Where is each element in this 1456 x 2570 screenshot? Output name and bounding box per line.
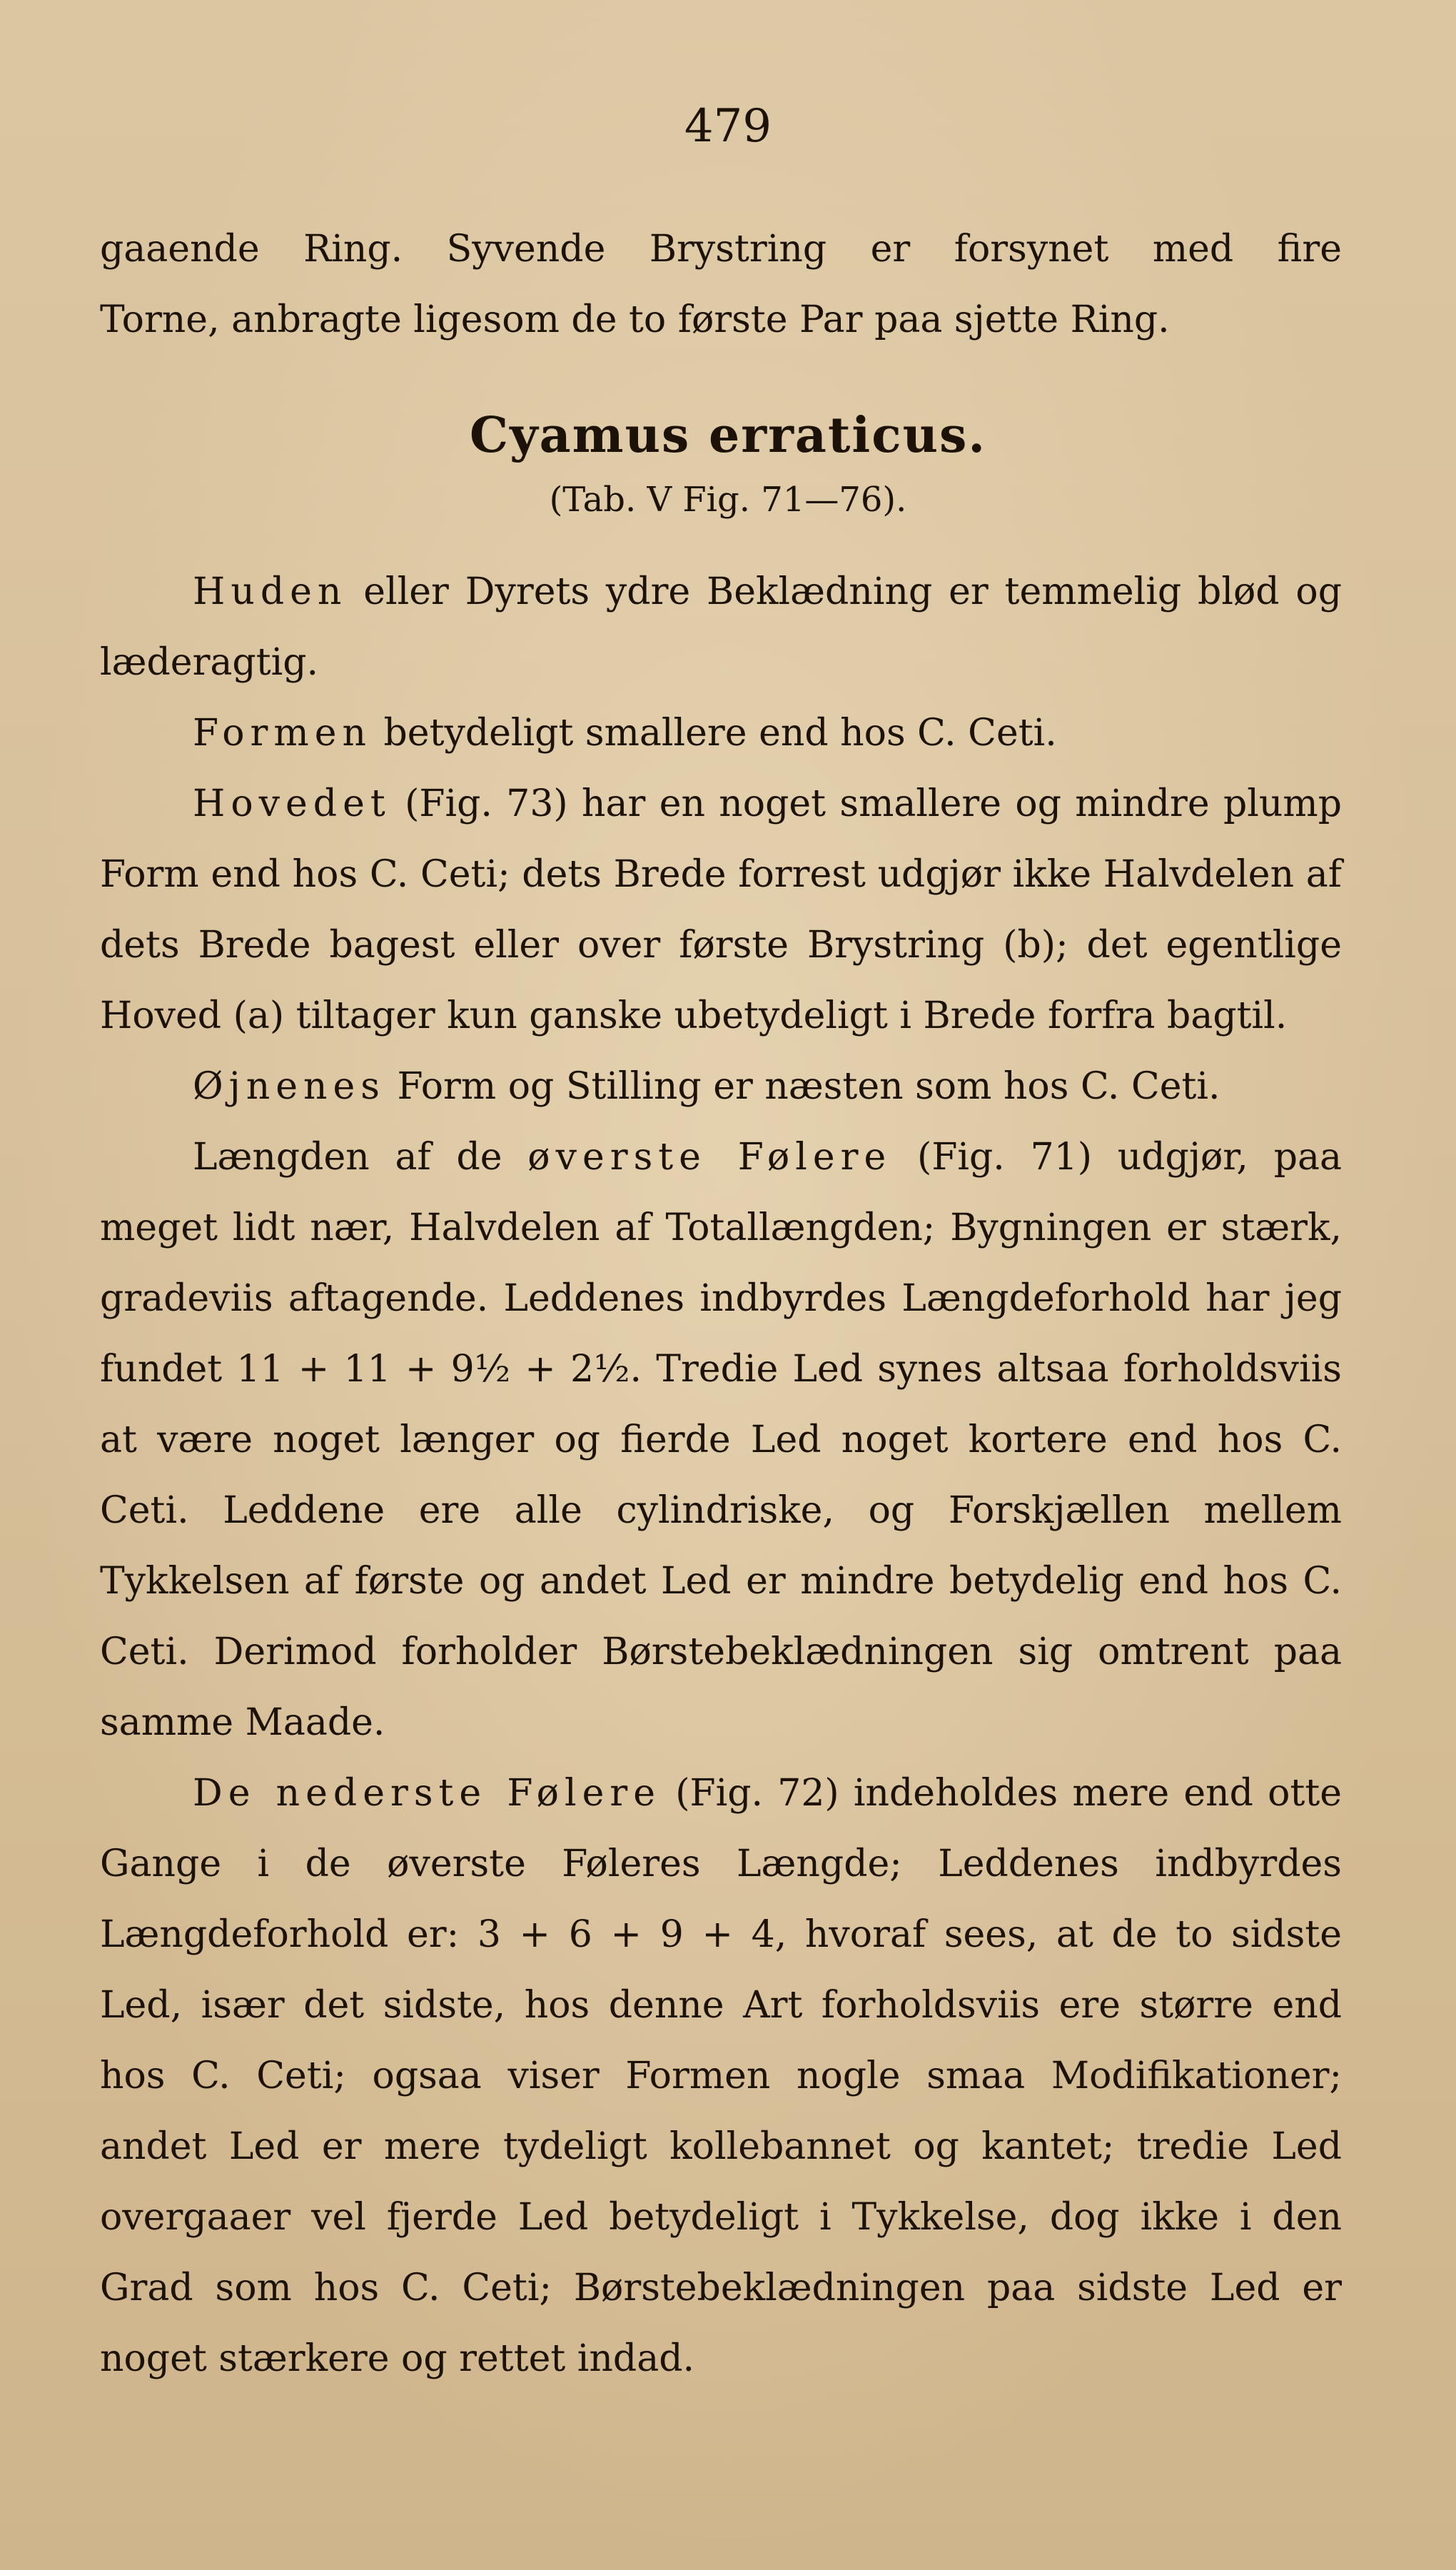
paragraph-text: (Fig. 71) udgjør, paa meget lidt nær, Halvdelen af Totallængden; Bygningen er stærk, gradeviis aftagende. Leddenes indbyrdes Længdeforhold har jeg fundet 11 + 11 + 9½ + 2½. Tredie Led synes altsaa forholdsviis at være noget længer og fierde Led noget kortere end hos C. Ceti. Leddene ere alle cylindriske, og Forskjællen mellem Tykkelsen af første og andet Led er mindre betydelig end hos C. Ceti. Derimod forholder Børstebeklædningen sig omtrent paa samme Maade. xyxy=(100,1136,1342,1744)
paragraph-text: (Fig. 73) har en noget smallere og mindre plump Form end hos C. Ceti; dets Brede forrest udgjør ikke Halvdelen af dets Brede bagest eller over første Brystring (b); det egentlige Hoved (a) tiltager kun ganske ubetydeligt i Brede forfra bagtil. xyxy=(100,782,1342,1037)
paragraph-text: (Fig. 72) indeholdes mere end otte Gange i de øverste Føleres Længde; Leddenes indbyrdes Længdeforhold er: 3 + 6 + 9 + 4, hvoraf sees, at de to sidste Led, især det sidste, hos denne Art forholdsviis ere større end hos C. Ceti; ogsaa viser Formen nogle smaa Modifikationer; andet Led er mere tydeligt kollebannet og kantet; tredie Led overgaaer vel fjerde Led betydeligt i Tykkelse, dog ikke i den Grad som hos C. Ceti; Børstebeklædningen paa sidste Led er noget stærkere og rettet indad. xyxy=(100,1772,1343,2380)
lead-word: De nederste Følere xyxy=(193,1772,661,1815)
paragraph-text: Form og Stilling er næsten som hos C. Ceti. xyxy=(385,1065,1220,1108)
text-line xyxy=(100,285,1342,356)
lead-word: Hovedet xyxy=(193,782,391,825)
paragraph-nederste-folere xyxy=(100,1758,1342,2394)
paragraph-huden xyxy=(100,557,1342,698)
paragraph-ojnenes xyxy=(100,1052,1342,1122)
paragraph-text: eller Dyrets ydre Beklædning er temmelig blød og læderagtig. xyxy=(100,570,1342,684)
paragraph-text: betydeligt smallere end hos C. Ceti. xyxy=(371,712,1057,755)
paragraph-hovedet xyxy=(100,769,1342,1052)
text-line xyxy=(100,214,1342,285)
lead-word: Formen xyxy=(193,712,372,755)
figure-reference: (Tab. V Fig. 71—76). xyxy=(549,480,907,520)
paragraph-laengden xyxy=(100,1122,1342,1758)
spaced-term: øverste Følere xyxy=(527,1136,892,1179)
paragraph-formen xyxy=(100,698,1342,769)
lead-word: Øjnenes xyxy=(193,1065,385,1108)
page-number: 479 xyxy=(684,100,772,153)
section-title: Cyamus erraticus. xyxy=(469,407,987,464)
line-text: gaaende Ring. Syvende Brystring er forsynet med fire xyxy=(100,228,1342,271)
line-text: Torne, anbragte ligesom de to første Par paa sjette Ring. xyxy=(100,298,1170,341)
paragraph-text: Længden af de xyxy=(193,1136,528,1179)
continued-paragraph xyxy=(100,214,1342,356)
lead-word: Huden xyxy=(193,570,348,613)
body-text xyxy=(100,557,1342,2394)
